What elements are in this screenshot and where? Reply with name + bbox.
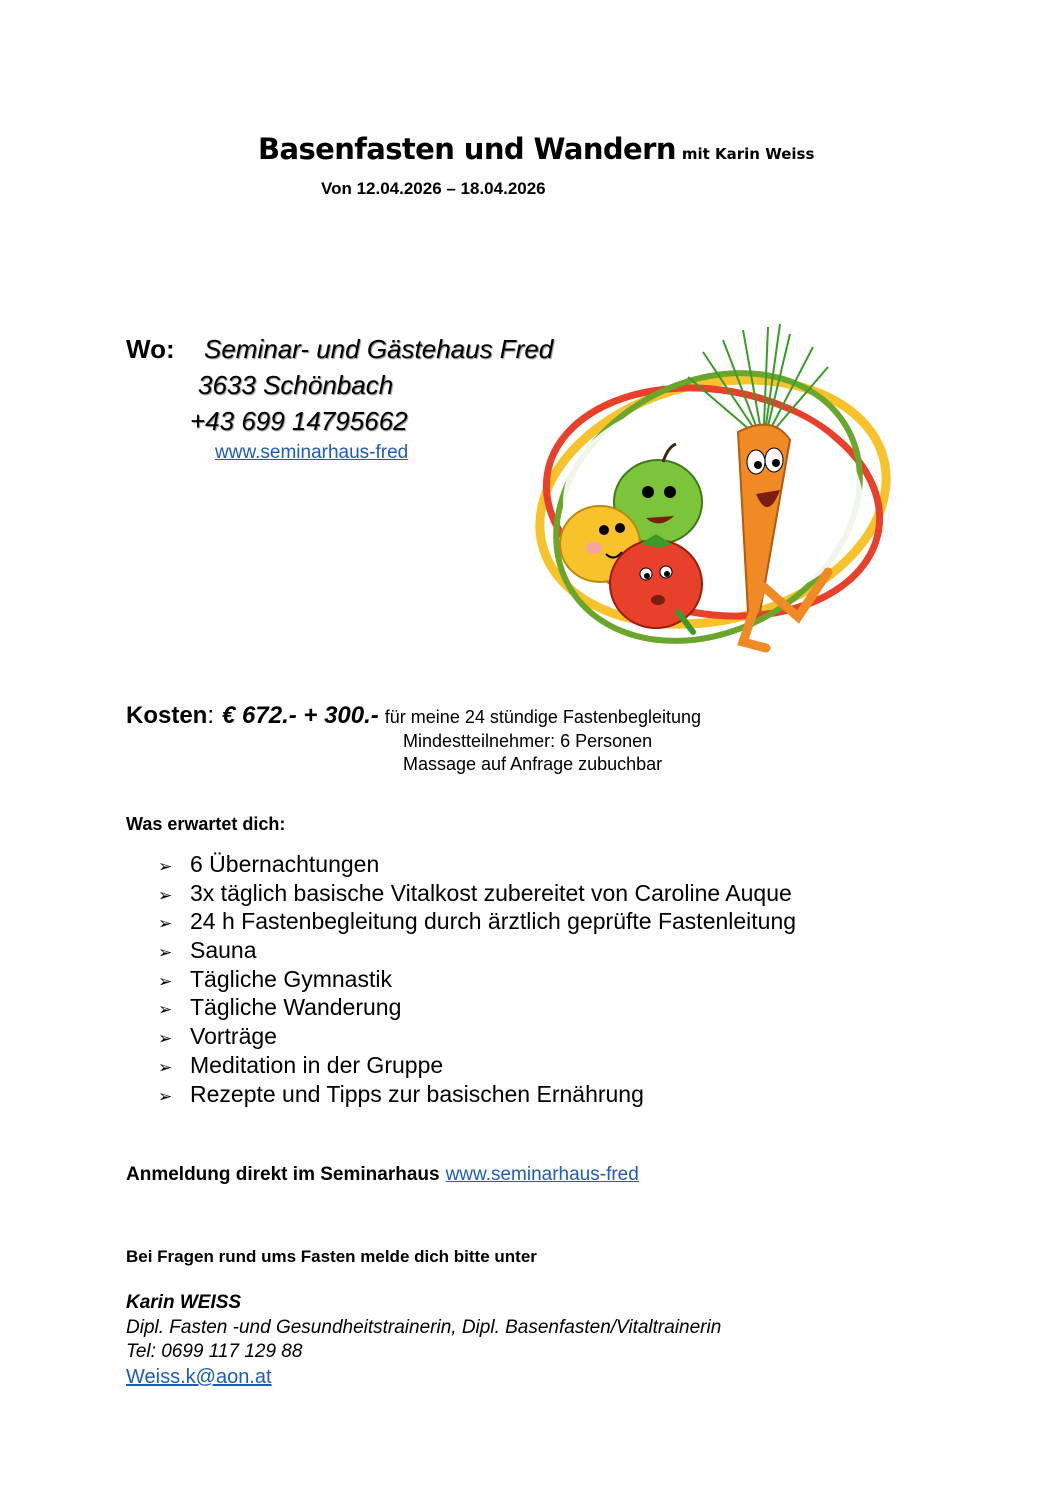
costs-line	[126, 702, 701, 730]
location-phone: +43 699 14795662	[190, 406, 408, 436]
contact-email-link[interactable]: Weiss.k@aon.at	[126, 1366, 272, 1388]
location-city: 3633 Schönbach	[198, 370, 394, 400]
contact-name: Karin WEISS	[126, 1292, 242, 1313]
fasting-vegetables-illustration	[528, 322, 900, 658]
arrow-bullet-icon: ➢	[158, 1057, 173, 1078]
list-item: ➢ Vorträge	[158, 1022, 796, 1051]
title-main: Basenfasten und Wandern	[258, 132, 676, 166]
list-item: ➢ Tägliche Wanderung	[158, 993, 796, 1022]
list-item: ➢ 24 h Fastenbegleitung durch ärztlich geprüfte Fastenleitung	[158, 907, 796, 936]
costs-price: € 672.- + 300.-	[222, 702, 379, 729]
arrow-bullet-icon: ➢	[158, 885, 173, 906]
massage-note: Massage auf Anfrage zubuchbar	[403, 754, 663, 774]
registration-text: Anmeldung direkt im Seminarhaus	[126, 1164, 440, 1185]
expectations-heading: Was erwartet dich:	[126, 814, 286, 834]
contact-phone: Tel: 0699 117 129 88	[126, 1341, 303, 1362]
costs-colon: :	[207, 702, 215, 729]
expectations-list	[158, 850, 796, 1108]
costs-label: Kosten	[126, 702, 208, 729]
arrow-bullet-icon: ➢	[158, 857, 173, 877]
min-participants: Mindestteilnehmer: 6 Personen	[403, 731, 653, 751]
arrow-bullet-icon: ➢	[158, 943, 173, 964]
contact-role: Dipl. Fasten -und Gesundheitstrainerin, Dipl. Basenfasten/Vitaltrainerin	[126, 1317, 722, 1338]
location-label: Wo:	[126, 334, 175, 364]
document-title	[258, 132, 814, 166]
list-item: ➢ 6 Übernachtungen	[158, 850, 796, 879]
title-subtitle: mit Karin Weiss	[681, 145, 815, 163]
location-website-link[interactable]: www.seminarhaus-fred	[215, 442, 409, 463]
list-item: ➢ Tägliche Gymnastik	[158, 965, 796, 994]
arrow-bullet-icon: ➢	[158, 1000, 173, 1021]
list-item: ➢ 3x täglich basische Vitalkost zubereitet von Caroline Auque	[158, 879, 796, 908]
list-item: ➢ Sauna	[158, 936, 796, 965]
list-item: ➢ Meditation in der Gruppe	[158, 1051, 796, 1080]
costs-description: für meine 24 stündige Fastenbegleitung	[384, 707, 702, 727]
arrow-bullet-icon: ➢	[158, 971, 173, 992]
contact-intro: Bei Fragen rund ums Fasten melde dich bitte unter	[126, 1247, 537, 1266]
location-name: Seminar- und Gästehaus Fred	[204, 334, 554, 364]
registration-line	[126, 1164, 639, 1186]
arrow-bullet-icon: ➢	[158, 1086, 173, 1107]
list-item: ➢ Rezepte und Tipps zur basischen Ernährung	[158, 1080, 796, 1109]
registration-link[interactable]: www.seminarhaus-fred	[445, 1164, 639, 1185]
arrow-bullet-icon: ➢	[158, 1029, 173, 1050]
date-range: Von 12.04.2026 – 18.04.2026	[321, 179, 546, 198]
arrow-bullet-icon: ➢	[158, 914, 173, 935]
